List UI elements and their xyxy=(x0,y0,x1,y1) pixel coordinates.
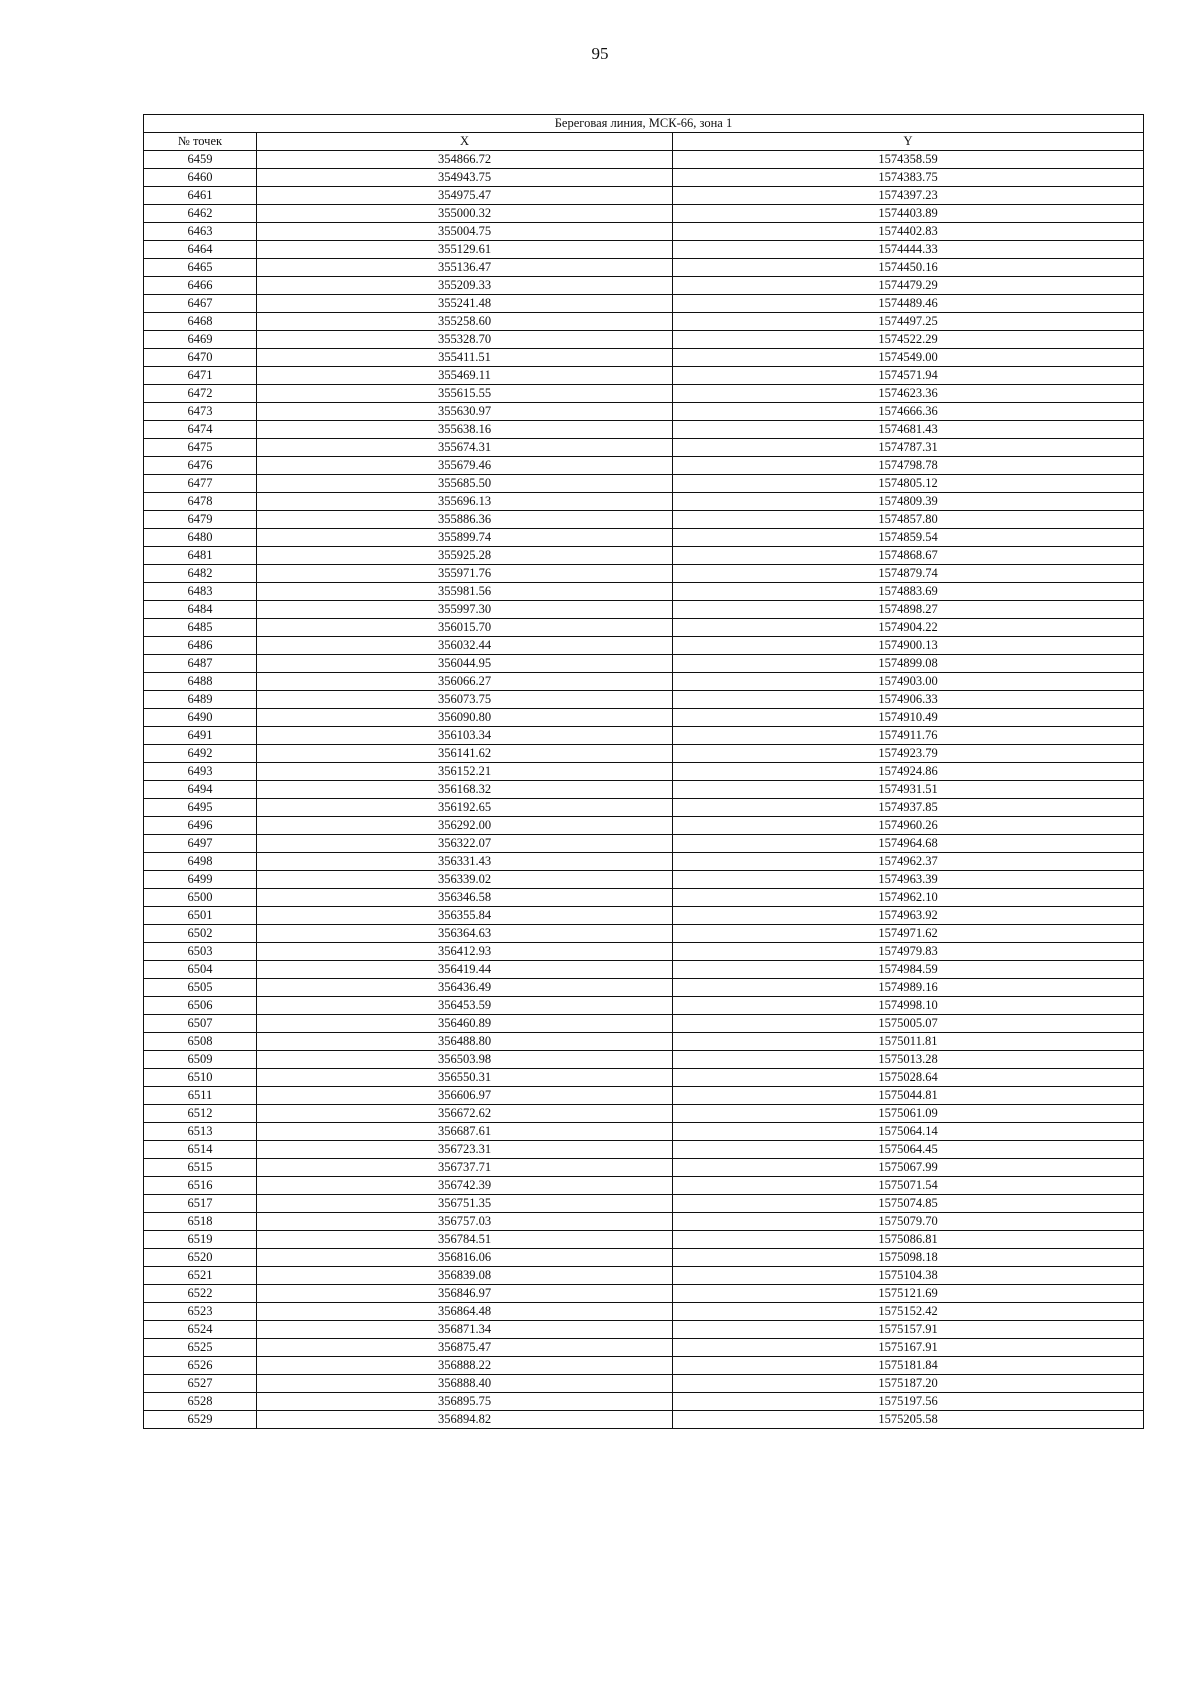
table-row xyxy=(144,1213,1144,1231)
table-row xyxy=(144,1033,1144,1051)
y-coordinate-cell: 1574937.85 xyxy=(673,799,1144,817)
x-coordinate-cell: 356103.34 xyxy=(257,727,673,745)
point-number-cell: 6478 xyxy=(144,493,257,511)
table-row xyxy=(144,475,1144,493)
table-row xyxy=(144,943,1144,961)
x-coordinate-cell: 355209.33 xyxy=(257,277,673,295)
y-coordinate-cell: 1574859.54 xyxy=(673,529,1144,547)
point-number-cell: 6469 xyxy=(144,331,257,349)
y-coordinate-cell: 1574403.89 xyxy=(673,205,1144,223)
table-row xyxy=(144,403,1144,421)
point-number-cell: 6508 xyxy=(144,1033,257,1051)
x-coordinate-cell: 356436.49 xyxy=(257,979,673,997)
y-coordinate-cell: 1575061.09 xyxy=(673,1105,1144,1123)
x-coordinate-cell: 354866.72 xyxy=(257,151,673,169)
table-row xyxy=(144,1393,1144,1411)
x-coordinate-cell: 356141.62 xyxy=(257,745,673,763)
x-coordinate-cell: 356503.98 xyxy=(257,1051,673,1069)
point-number-cell: 6477 xyxy=(144,475,257,493)
y-coordinate-cell: 1574623.36 xyxy=(673,385,1144,403)
table-row xyxy=(144,1411,1144,1429)
point-number-cell: 6520 xyxy=(144,1249,257,1267)
y-coordinate-cell: 1575064.45 xyxy=(673,1141,1144,1159)
header-y: Y xyxy=(673,133,1144,151)
y-coordinate-cell: 1574923.79 xyxy=(673,745,1144,763)
y-coordinate-cell: 1574868.67 xyxy=(673,547,1144,565)
point-number-cell: 6483 xyxy=(144,583,257,601)
x-coordinate-cell: 355899.74 xyxy=(257,529,673,547)
point-number-cell: 6506 xyxy=(144,997,257,1015)
y-coordinate-cell: 1574960.26 xyxy=(673,817,1144,835)
table-row xyxy=(144,799,1144,817)
y-coordinate-cell: 1574910.49 xyxy=(673,709,1144,727)
point-number-cell: 6529 xyxy=(144,1411,257,1429)
table-row xyxy=(144,907,1144,925)
x-coordinate-cell: 355630.97 xyxy=(257,403,673,421)
table-row xyxy=(144,1195,1144,1213)
point-number-cell: 6498 xyxy=(144,853,257,871)
table-row xyxy=(144,421,1144,439)
point-number-cell: 6526 xyxy=(144,1357,257,1375)
y-coordinate-cell: 1575011.81 xyxy=(673,1033,1144,1051)
y-coordinate-cell: 1574857.80 xyxy=(673,511,1144,529)
x-coordinate-cell: 355674.31 xyxy=(257,439,673,457)
x-coordinate-cell: 355925.28 xyxy=(257,547,673,565)
point-number-cell: 6489 xyxy=(144,691,257,709)
y-coordinate-cell: 1574931.51 xyxy=(673,781,1144,799)
table-row xyxy=(144,727,1144,745)
x-coordinate-cell: 354975.47 xyxy=(257,187,673,205)
table-row xyxy=(144,655,1144,673)
point-number-cell: 6473 xyxy=(144,403,257,421)
table-row xyxy=(144,547,1144,565)
y-coordinate-cell: 1575028.64 xyxy=(673,1069,1144,1087)
table-row xyxy=(144,979,1144,997)
y-coordinate-cell: 1575086.81 xyxy=(673,1231,1144,1249)
x-coordinate-cell: 355258.60 xyxy=(257,313,673,331)
x-coordinate-cell: 355615.55 xyxy=(257,385,673,403)
y-coordinate-cell: 1574489.46 xyxy=(673,295,1144,313)
y-coordinate-cell: 1575074.85 xyxy=(673,1195,1144,1213)
y-coordinate-cell: 1574979.83 xyxy=(673,943,1144,961)
point-number-cell: 6464 xyxy=(144,241,257,259)
point-number-cell: 6495 xyxy=(144,799,257,817)
x-coordinate-cell: 356757.03 xyxy=(257,1213,673,1231)
y-coordinate-cell: 1574549.00 xyxy=(673,349,1144,367)
point-number-cell: 6515 xyxy=(144,1159,257,1177)
table-row xyxy=(144,1321,1144,1339)
table-row xyxy=(144,1339,1144,1357)
y-coordinate-cell: 1574903.00 xyxy=(673,673,1144,691)
point-number-cell: 6523 xyxy=(144,1303,257,1321)
x-coordinate-cell: 355411.51 xyxy=(257,349,673,367)
x-coordinate-cell: 356737.71 xyxy=(257,1159,673,1177)
point-number-cell: 6501 xyxy=(144,907,257,925)
x-coordinate-cell: 356066.27 xyxy=(257,673,673,691)
point-number-cell: 6459 xyxy=(144,151,257,169)
table-row xyxy=(144,961,1144,979)
y-coordinate-cell: 1574666.36 xyxy=(673,403,1144,421)
table-row xyxy=(144,1159,1144,1177)
y-coordinate-cell: 1575005.07 xyxy=(673,1015,1144,1033)
y-coordinate-cell: 1575098.18 xyxy=(673,1249,1144,1267)
x-coordinate-cell: 356687.61 xyxy=(257,1123,673,1141)
table-row xyxy=(144,763,1144,781)
table-row xyxy=(144,1267,1144,1285)
point-number-cell: 6497 xyxy=(144,835,257,853)
x-coordinate-cell: 355638.16 xyxy=(257,421,673,439)
y-coordinate-cell: 1574899.08 xyxy=(673,655,1144,673)
point-number-cell: 6517 xyxy=(144,1195,257,1213)
point-number-cell: 6461 xyxy=(144,187,257,205)
table-row xyxy=(144,295,1144,313)
point-number-cell: 6485 xyxy=(144,619,257,637)
table-row xyxy=(144,619,1144,637)
table-row xyxy=(144,601,1144,619)
y-coordinate-cell: 1574383.75 xyxy=(673,169,1144,187)
table-row xyxy=(144,565,1144,583)
table-row xyxy=(144,817,1144,835)
x-coordinate-cell: 355241.48 xyxy=(257,295,673,313)
y-coordinate-cell: 1574787.31 xyxy=(673,439,1144,457)
y-coordinate-cell: 1574962.10 xyxy=(673,889,1144,907)
y-coordinate-cell: 1574571.94 xyxy=(673,367,1144,385)
table-row xyxy=(144,1051,1144,1069)
x-coordinate-cell: 356839.08 xyxy=(257,1267,673,1285)
point-number-cell: 6524 xyxy=(144,1321,257,1339)
table-row xyxy=(144,1087,1144,1105)
x-coordinate-cell: 356864.48 xyxy=(257,1303,673,1321)
x-coordinate-cell: 356488.80 xyxy=(257,1033,673,1051)
x-coordinate-cell: 356346.58 xyxy=(257,889,673,907)
y-coordinate-cell: 1574904.22 xyxy=(673,619,1144,637)
y-coordinate-cell: 1574879.74 xyxy=(673,565,1144,583)
y-coordinate-cell: 1575104.38 xyxy=(673,1267,1144,1285)
x-coordinate-cell: 356355.84 xyxy=(257,907,673,925)
point-number-cell: 6516 xyxy=(144,1177,257,1195)
y-coordinate-cell: 1574805.12 xyxy=(673,475,1144,493)
x-coordinate-cell: 356550.31 xyxy=(257,1069,673,1087)
table-row xyxy=(144,709,1144,727)
x-coordinate-cell: 356322.07 xyxy=(257,835,673,853)
point-number-cell: 6484 xyxy=(144,601,257,619)
coordinates-table xyxy=(143,114,1144,1429)
x-coordinate-cell: 355981.56 xyxy=(257,583,673,601)
point-number-cell: 6475 xyxy=(144,439,257,457)
table-row xyxy=(144,997,1144,1015)
y-coordinate-cell: 1574397.23 xyxy=(673,187,1144,205)
point-number-cell: 6505 xyxy=(144,979,257,997)
table-row xyxy=(144,313,1144,331)
x-coordinate-cell: 356894.82 xyxy=(257,1411,673,1429)
x-coordinate-cell: 355696.13 xyxy=(257,493,673,511)
point-number-cell: 6496 xyxy=(144,817,257,835)
point-number-cell: 6481 xyxy=(144,547,257,565)
table-row xyxy=(144,367,1144,385)
y-coordinate-cell: 1574971.62 xyxy=(673,925,1144,943)
point-number-cell: 6519 xyxy=(144,1231,257,1249)
point-number-cell: 6499 xyxy=(144,871,257,889)
point-number-cell: 6482 xyxy=(144,565,257,583)
point-number-cell: 6513 xyxy=(144,1123,257,1141)
point-number-cell: 6528 xyxy=(144,1393,257,1411)
x-coordinate-cell: 356152.21 xyxy=(257,763,673,781)
point-number-cell: 6490 xyxy=(144,709,257,727)
point-number-cell: 6509 xyxy=(144,1051,257,1069)
y-coordinate-cell: 1574497.25 xyxy=(673,313,1144,331)
x-coordinate-cell: 356742.39 xyxy=(257,1177,673,1195)
x-coordinate-cell: 356888.40 xyxy=(257,1375,673,1393)
point-number-cell: 6468 xyxy=(144,313,257,331)
x-coordinate-cell: 356419.44 xyxy=(257,961,673,979)
table-row xyxy=(144,457,1144,475)
table-row xyxy=(144,493,1144,511)
x-coordinate-cell: 355685.50 xyxy=(257,475,673,493)
point-number-cell: 6467 xyxy=(144,295,257,313)
x-coordinate-cell: 356875.47 xyxy=(257,1339,673,1357)
table-row xyxy=(144,529,1144,547)
x-coordinate-cell: 355136.47 xyxy=(257,259,673,277)
x-coordinate-cell: 356784.51 xyxy=(257,1231,673,1249)
x-coordinate-cell: 356168.32 xyxy=(257,781,673,799)
table-row xyxy=(144,1105,1144,1123)
point-number-cell: 6500 xyxy=(144,889,257,907)
x-coordinate-cell: 355004.75 xyxy=(257,223,673,241)
table-row xyxy=(144,673,1144,691)
x-coordinate-cell: 356460.89 xyxy=(257,1015,673,1033)
y-coordinate-cell: 1574809.39 xyxy=(673,493,1144,511)
point-number-cell: 6486 xyxy=(144,637,257,655)
header-x: X xyxy=(257,133,673,151)
point-number-cell: 6466 xyxy=(144,277,257,295)
table-row xyxy=(144,151,1144,169)
table-row xyxy=(144,169,1144,187)
point-number-cell: 6521 xyxy=(144,1267,257,1285)
point-number-cell: 6522 xyxy=(144,1285,257,1303)
point-number-cell: 6491 xyxy=(144,727,257,745)
x-coordinate-cell: 356090.80 xyxy=(257,709,673,727)
y-coordinate-cell: 1575167.91 xyxy=(673,1339,1144,1357)
y-coordinate-cell: 1575044.81 xyxy=(673,1087,1144,1105)
table-row xyxy=(144,385,1144,403)
y-coordinate-cell: 1575152.42 xyxy=(673,1303,1144,1321)
point-number-cell: 6476 xyxy=(144,457,257,475)
x-coordinate-cell: 356672.62 xyxy=(257,1105,673,1123)
y-coordinate-cell: 1574681.43 xyxy=(673,421,1144,439)
x-coordinate-cell: 355129.61 xyxy=(257,241,673,259)
point-number-cell: 6480 xyxy=(144,529,257,547)
x-coordinate-cell: 356871.34 xyxy=(257,1321,673,1339)
y-coordinate-cell: 1574479.29 xyxy=(673,277,1144,295)
x-coordinate-cell: 355679.46 xyxy=(257,457,673,475)
point-number-cell: 6462 xyxy=(144,205,257,223)
y-coordinate-cell: 1574522.29 xyxy=(673,331,1144,349)
point-number-cell: 6465 xyxy=(144,259,257,277)
x-coordinate-cell: 356453.59 xyxy=(257,997,673,1015)
table-row xyxy=(144,277,1144,295)
y-coordinate-cell: 1574450.16 xyxy=(673,259,1144,277)
table-row xyxy=(144,1069,1144,1087)
y-coordinate-cell: 1575197.56 xyxy=(673,1393,1144,1411)
point-number-cell: 6525 xyxy=(144,1339,257,1357)
y-coordinate-cell: 1574963.39 xyxy=(673,871,1144,889)
table-row xyxy=(144,1123,1144,1141)
x-coordinate-cell: 356364.63 xyxy=(257,925,673,943)
table-row xyxy=(144,1285,1144,1303)
y-coordinate-cell: 1574898.27 xyxy=(673,601,1144,619)
x-coordinate-cell: 354943.75 xyxy=(257,169,673,187)
y-coordinate-cell: 1575071.54 xyxy=(673,1177,1144,1195)
x-coordinate-cell: 356339.02 xyxy=(257,871,673,889)
y-coordinate-cell: 1574989.16 xyxy=(673,979,1144,997)
table-row xyxy=(144,1303,1144,1321)
table-row xyxy=(144,1357,1144,1375)
x-coordinate-cell: 356412.93 xyxy=(257,943,673,961)
point-number-cell: 6514 xyxy=(144,1141,257,1159)
table-row xyxy=(144,241,1144,259)
table-row xyxy=(144,835,1144,853)
x-coordinate-cell: 356846.97 xyxy=(257,1285,673,1303)
table-row xyxy=(144,583,1144,601)
point-number-cell: 6503 xyxy=(144,943,257,961)
table-row xyxy=(144,511,1144,529)
y-coordinate-cell: 1574900.13 xyxy=(673,637,1144,655)
x-coordinate-cell: 356331.43 xyxy=(257,853,673,871)
table-row xyxy=(144,259,1144,277)
point-number-cell: 6479 xyxy=(144,511,257,529)
table-header-row xyxy=(144,133,1144,151)
point-number-cell: 6512 xyxy=(144,1105,257,1123)
x-coordinate-cell: 356723.31 xyxy=(257,1141,673,1159)
header-point-number: № точек xyxy=(144,133,257,151)
y-coordinate-cell: 1575157.91 xyxy=(673,1321,1144,1339)
x-coordinate-cell: 356192.65 xyxy=(257,799,673,817)
point-number-cell: 6493 xyxy=(144,763,257,781)
table-row xyxy=(144,745,1144,763)
table-row xyxy=(144,853,1144,871)
point-number-cell: 6507 xyxy=(144,1015,257,1033)
point-number-cell: 6492 xyxy=(144,745,257,763)
point-number-cell: 6510 xyxy=(144,1069,257,1087)
y-coordinate-cell: 1574924.86 xyxy=(673,763,1144,781)
x-coordinate-cell: 356606.97 xyxy=(257,1087,673,1105)
table-row xyxy=(144,1141,1144,1159)
x-coordinate-cell: 356032.44 xyxy=(257,637,673,655)
point-number-cell: 6518 xyxy=(144,1213,257,1231)
table-caption-row xyxy=(144,115,1144,133)
y-coordinate-cell: 1575013.28 xyxy=(673,1051,1144,1069)
point-number-cell: 6527 xyxy=(144,1375,257,1393)
table-row xyxy=(144,1375,1144,1393)
table-row xyxy=(144,781,1144,799)
y-coordinate-cell: 1574444.33 xyxy=(673,241,1144,259)
x-coordinate-cell: 356044.95 xyxy=(257,655,673,673)
point-number-cell: 6471 xyxy=(144,367,257,385)
x-coordinate-cell: 356888.22 xyxy=(257,1357,673,1375)
table-row xyxy=(144,187,1144,205)
y-coordinate-cell: 1574798.78 xyxy=(673,457,1144,475)
y-coordinate-cell: 1574402.83 xyxy=(673,223,1144,241)
y-coordinate-cell: 1574962.37 xyxy=(673,853,1144,871)
x-coordinate-cell: 355000.32 xyxy=(257,205,673,223)
y-coordinate-cell: 1575121.69 xyxy=(673,1285,1144,1303)
table-row xyxy=(144,925,1144,943)
point-number-cell: 6474 xyxy=(144,421,257,439)
y-coordinate-cell: 1575064.14 xyxy=(673,1123,1144,1141)
y-coordinate-cell: 1575079.70 xyxy=(673,1213,1144,1231)
table-body xyxy=(144,151,1144,1429)
point-number-cell: 6502 xyxy=(144,925,257,943)
point-number-cell: 6463 xyxy=(144,223,257,241)
x-coordinate-cell: 355469.11 xyxy=(257,367,673,385)
point-number-cell: 6494 xyxy=(144,781,257,799)
table-row xyxy=(144,1249,1144,1267)
x-coordinate-cell: 356073.75 xyxy=(257,691,673,709)
y-coordinate-cell: 1574906.33 xyxy=(673,691,1144,709)
point-number-cell: 6460 xyxy=(144,169,257,187)
table-row xyxy=(144,889,1144,907)
table-row xyxy=(144,205,1144,223)
y-coordinate-cell: 1575181.84 xyxy=(673,1357,1144,1375)
table-row xyxy=(144,349,1144,367)
point-number-cell: 6470 xyxy=(144,349,257,367)
x-coordinate-cell: 356015.70 xyxy=(257,619,673,637)
table-row xyxy=(144,439,1144,457)
x-coordinate-cell: 356895.75 xyxy=(257,1393,673,1411)
x-coordinate-cell: 356751.35 xyxy=(257,1195,673,1213)
point-number-cell: 6504 xyxy=(144,961,257,979)
page-number: 95 xyxy=(591,44,609,63)
x-coordinate-cell: 355997.30 xyxy=(257,601,673,619)
y-coordinate-cell: 1575187.20 xyxy=(673,1375,1144,1393)
table-row xyxy=(144,223,1144,241)
table-row xyxy=(144,1231,1144,1249)
y-coordinate-cell: 1575205.58 xyxy=(673,1411,1144,1429)
y-coordinate-cell: 1574998.10 xyxy=(673,997,1144,1015)
y-coordinate-cell: 1574883.69 xyxy=(673,583,1144,601)
table-row xyxy=(144,691,1144,709)
table-row xyxy=(144,1015,1144,1033)
table-row xyxy=(144,871,1144,889)
y-coordinate-cell: 1574964.68 xyxy=(673,835,1144,853)
table-caption: Береговая линия, МСК-66, зона 1 xyxy=(144,115,1144,133)
y-coordinate-cell: 1574963.92 xyxy=(673,907,1144,925)
table-row xyxy=(144,637,1144,655)
y-coordinate-cell: 1575067.99 xyxy=(673,1159,1144,1177)
table-row xyxy=(144,331,1144,349)
point-number-cell: 6472 xyxy=(144,385,257,403)
x-coordinate-cell: 355328.70 xyxy=(257,331,673,349)
x-coordinate-cell: 355971.76 xyxy=(257,565,673,583)
x-coordinate-cell: 355886.36 xyxy=(257,511,673,529)
table-row xyxy=(144,1177,1144,1195)
point-number-cell: 6511 xyxy=(144,1087,257,1105)
y-coordinate-cell: 1574911.76 xyxy=(673,727,1144,745)
y-coordinate-cell: 1574984.59 xyxy=(673,961,1144,979)
x-coordinate-cell: 356816.06 xyxy=(257,1249,673,1267)
point-number-cell: 6487 xyxy=(144,655,257,673)
point-number-cell: 6488 xyxy=(144,673,257,691)
x-coordinate-cell: 356292.00 xyxy=(257,817,673,835)
y-coordinate-cell: 1574358.59 xyxy=(673,151,1144,169)
